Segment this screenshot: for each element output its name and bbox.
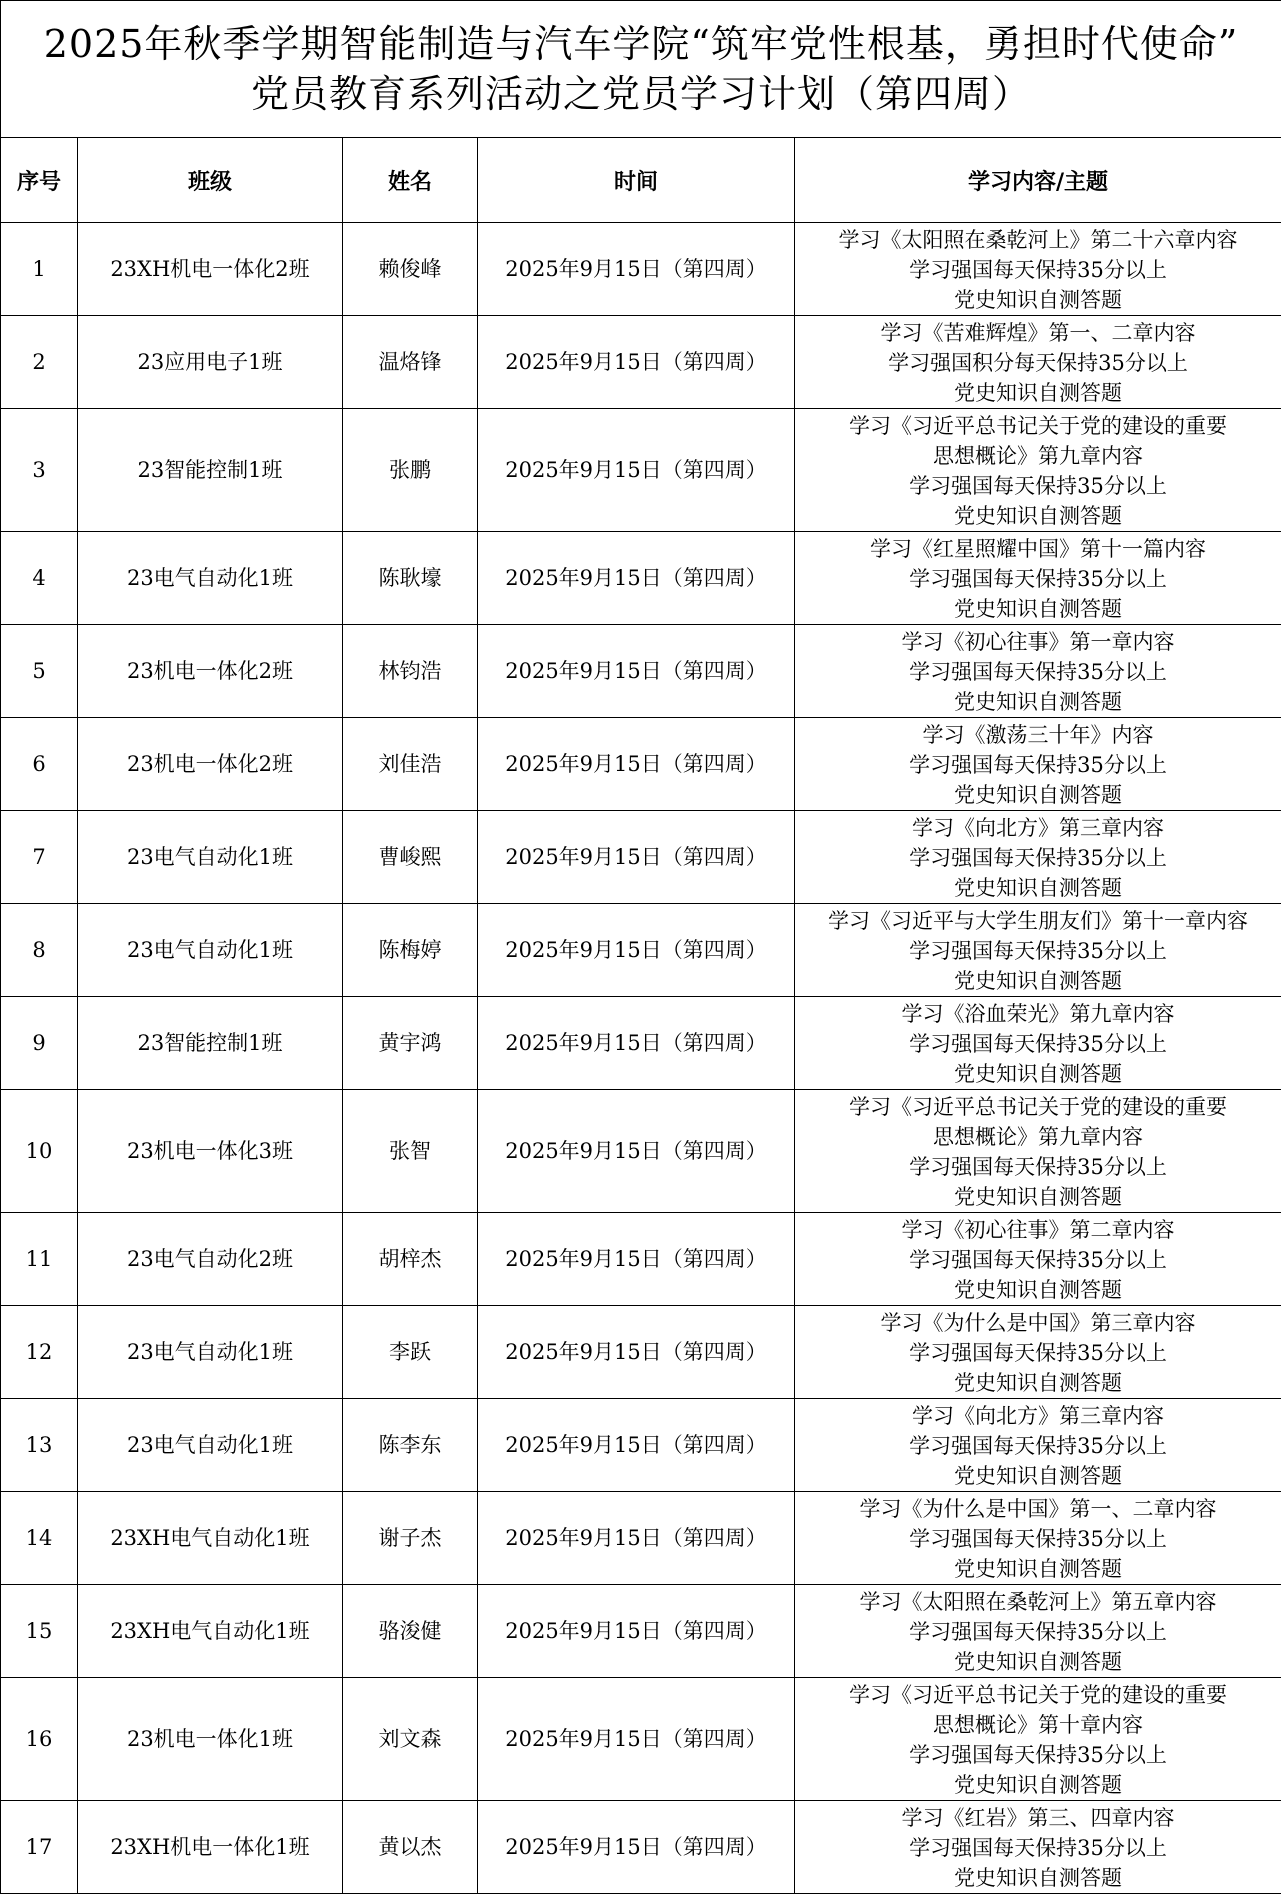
- content-line: 学习《太阳照在桑乾河上》第二十六章内容: [795, 225, 1281, 255]
- cell-time: 2025年9月15日（第四周）: [478, 316, 795, 409]
- cell-content: [795, 904, 1281, 997]
- cell-class: 23XH电气自动化1班: [78, 1585, 343, 1678]
- cell-time: 2025年9月15日（第四周）: [478, 811, 795, 904]
- cell-time: 2025年9月15日（第四周）: [478, 223, 795, 316]
- cell-no: 3: [1, 409, 78, 532]
- content-line: 学习强国每天保持35分以上: [795, 564, 1281, 594]
- content-line: 党史知识自测答题: [795, 501, 1281, 531]
- header-content: 学习内容/主题: [795, 138, 1281, 223]
- cell-time: 2025年9月15日（第四周）: [478, 1585, 795, 1678]
- content-line: 党史知识自测答题: [795, 1461, 1281, 1491]
- cell-content: [795, 223, 1281, 316]
- content-line: 学习《为什么是中国》第三章内容: [795, 1308, 1281, 1338]
- content-line: 思想概论》第九章内容: [795, 1122, 1281, 1152]
- cell-content: [795, 1213, 1281, 1306]
- content-line: 学习《习近平总书记关于党的建设的重要: [795, 1680, 1281, 1710]
- cell-time: 2025年9月15日（第四周）: [478, 625, 795, 718]
- cell-content: [795, 1306, 1281, 1399]
- content-line: 党史知识自测答题: [795, 594, 1281, 624]
- content-line: 学习《初心往事》第一章内容: [795, 627, 1281, 657]
- cell-no: 4: [1, 532, 78, 625]
- content-line: 学习强国每天保持35分以上: [795, 1833, 1281, 1863]
- cell-class: 23XH机电一体化1班: [78, 1801, 343, 1894]
- cell-class: 23机电一体化2班: [78, 718, 343, 811]
- cell-name: 温烙锋: [343, 316, 478, 409]
- content-line: 学习《习近平总书记关于党的建设的重要: [795, 411, 1281, 441]
- cell-class: 23智能控制1班: [78, 409, 343, 532]
- content-line: 党史知识自测答题: [795, 780, 1281, 810]
- table-row: [1, 1492, 1281, 1585]
- cell-no: 17: [1, 1801, 78, 1894]
- content-line: 党史知识自测答题: [795, 378, 1281, 408]
- title-row: [1, 1, 1281, 138]
- table-row: [1, 1213, 1281, 1306]
- cell-content: [795, 532, 1281, 625]
- content-line: 党史知识自测答题: [795, 1059, 1281, 1089]
- cell-time: 2025年9月15日（第四周）: [478, 1492, 795, 1585]
- cell-time: 2025年9月15日（第四周）: [478, 904, 795, 997]
- cell-name: 赖俊峰: [343, 223, 478, 316]
- content-line: 学习强国每天保持35分以上: [795, 1338, 1281, 1368]
- cell-class: 23应用电子1班: [78, 316, 343, 409]
- cell-class: 23机电一体化2班: [78, 625, 343, 718]
- cell-name: 陈耿壕: [343, 532, 478, 625]
- header-no: 序号: [1, 138, 78, 223]
- cell-time: 2025年9月15日（第四周）: [478, 718, 795, 811]
- content-line: 学习《初心往事》第二章内容: [795, 1215, 1281, 1245]
- content-line: 党史知识自测答题: [795, 1554, 1281, 1584]
- cell-name: 刘佳浩: [343, 718, 478, 811]
- table-row: [1, 532, 1281, 625]
- table-row: [1, 718, 1281, 811]
- content-line: 学习强国每天保持35分以上: [795, 1245, 1281, 1275]
- cell-no: 9: [1, 997, 78, 1090]
- title-line-1: 2025年秋季学期智能制造与汽车学院“筑牢党性根基，勇担时代使命”: [1, 19, 1281, 69]
- cell-content: [795, 1090, 1281, 1213]
- content-line: 学习强国积分每天保持35分以上: [795, 348, 1281, 378]
- cell-class: 23机电一体化1班: [78, 1678, 343, 1801]
- table-row: [1, 1585, 1281, 1678]
- content-line: 党史知识自测答题: [795, 1275, 1281, 1305]
- content-line: 学习《向北方》第三章内容: [795, 813, 1281, 843]
- table-row: [1, 1399, 1281, 1492]
- content-line: 党史知识自测答题: [795, 1770, 1281, 1800]
- cell-no: 16: [1, 1678, 78, 1801]
- table-row: [1, 1090, 1281, 1213]
- table-row: [1, 625, 1281, 718]
- cell-no: 7: [1, 811, 78, 904]
- content-line: 学习《浴血荣光》第九章内容: [795, 999, 1281, 1029]
- cell-class: 23智能控制1班: [78, 997, 343, 1090]
- cell-content: [795, 718, 1281, 811]
- content-line: 学习强国每天保持35分以上: [795, 1524, 1281, 1554]
- cell-time: 2025年9月15日（第四周）: [478, 1801, 795, 1894]
- header-name: 姓名: [343, 138, 478, 223]
- cell-time: 2025年9月15日（第四周）: [478, 532, 795, 625]
- cell-no: 12: [1, 1306, 78, 1399]
- cell-no: 14: [1, 1492, 78, 1585]
- cell-time: 2025年9月15日（第四周）: [478, 1090, 795, 1213]
- content-line: 党史知识自测答题: [795, 1368, 1281, 1398]
- content-line: 思想概论》第十章内容: [795, 1710, 1281, 1740]
- cell-name: 陈李东: [343, 1399, 478, 1492]
- table-row: [1, 904, 1281, 997]
- cell-class: 23机电一体化3班: [78, 1090, 343, 1213]
- cell-time: 2025年9月15日（第四周）: [478, 1306, 795, 1399]
- cell-content: [795, 997, 1281, 1090]
- cell-content: [795, 811, 1281, 904]
- content-line: 学习强国每天保持35分以上: [795, 1740, 1281, 1770]
- cell-class: 23电气自动化1班: [78, 1306, 343, 1399]
- content-line: 党史知识自测答题: [795, 285, 1281, 315]
- content-line: 学习《习近平总书记关于党的建设的重要: [795, 1092, 1281, 1122]
- cell-time: 2025年9月15日（第四周）: [478, 1399, 795, 1492]
- content-line: 学习《红星照耀中国》第十一篇内容: [795, 534, 1281, 564]
- cell-content: [795, 316, 1281, 409]
- cell-class: 23电气自动化1班: [78, 1399, 343, 1492]
- content-line: 思想概论》第九章内容: [795, 441, 1281, 471]
- content-line: 学习强国每天保持35分以上: [795, 1431, 1281, 1461]
- content-line: 学习强国每天保持35分以上: [795, 1617, 1281, 1647]
- cell-name: 曹峻熙: [343, 811, 478, 904]
- cell-no: 1: [1, 223, 78, 316]
- cell-content: [795, 409, 1281, 532]
- cell-no: 11: [1, 1213, 78, 1306]
- cell-content: [795, 625, 1281, 718]
- cell-time: 2025年9月15日（第四周）: [478, 997, 795, 1090]
- content-line: 党史知识自测答题: [795, 687, 1281, 717]
- content-line: 党史知识自测答题: [795, 1647, 1281, 1677]
- content-line: 党史知识自测答题: [795, 873, 1281, 903]
- cell-name: 黄以杰: [343, 1801, 478, 1894]
- content-line: 学习《苦难辉煌》第一、二章内容: [795, 318, 1281, 348]
- table-row: [1, 1306, 1281, 1399]
- cell-name: 胡梓杰: [343, 1213, 478, 1306]
- cell-time: 2025年9月15日（第四周）: [478, 1213, 795, 1306]
- cell-no: 5: [1, 625, 78, 718]
- cell-content: [795, 1585, 1281, 1678]
- cell-time: 2025年9月15日（第四周）: [478, 409, 795, 532]
- table-row: [1, 1678, 1281, 1801]
- content-line: 学习《太阳照在桑乾河上》第五章内容: [795, 1587, 1281, 1617]
- cell-name: 林钧浩: [343, 625, 478, 718]
- content-line: 学习强国每天保持35分以上: [795, 750, 1281, 780]
- cell-content: [795, 1492, 1281, 1585]
- cell-class: 23XH电气自动化1班: [78, 1492, 343, 1585]
- table-row: [1, 409, 1281, 532]
- cell-no: 10: [1, 1090, 78, 1213]
- header-row: [1, 138, 1281, 223]
- content-line: 学习强国每天保持35分以上: [795, 843, 1281, 873]
- cell-content: [795, 1399, 1281, 1492]
- content-line: 学习《为什么是中国》第一、二章内容: [795, 1494, 1281, 1524]
- cell-no: 2: [1, 316, 78, 409]
- content-line: 学习强国每天保持35分以上: [795, 255, 1281, 285]
- table-row: [1, 811, 1281, 904]
- cell-class: 23电气自动化1班: [78, 811, 343, 904]
- cell-name: 李跃: [343, 1306, 478, 1399]
- cell-no: 13: [1, 1399, 78, 1492]
- cell-content: [795, 1678, 1281, 1801]
- cell-no: 15: [1, 1585, 78, 1678]
- cell-content: [795, 1801, 1281, 1894]
- cell-class: 23电气自动化2班: [78, 1213, 343, 1306]
- content-line: 学习《激荡三十年》内容: [795, 720, 1281, 750]
- table-row: [1, 223, 1281, 316]
- content-line: 党史知识自测答题: [795, 1182, 1281, 1212]
- table-row: [1, 1801, 1281, 1894]
- content-line: 学习强国每天保持35分以上: [795, 1029, 1281, 1059]
- cell-class: 23XH机电一体化2班: [78, 223, 343, 316]
- cell-time: 2025年9月15日（第四周）: [478, 1678, 795, 1801]
- cell-name: 张鹏: [343, 409, 478, 532]
- document-title: [1, 1, 1281, 138]
- cell-class: 23电气自动化1班: [78, 532, 343, 625]
- content-line: 学习《习近平与大学生朋友们》第十一章内容: [795, 906, 1281, 936]
- content-line: 学习强国每天保持35分以上: [795, 936, 1281, 966]
- content-line: 学习《红岩》第三、四章内容: [795, 1803, 1281, 1833]
- cell-no: 8: [1, 904, 78, 997]
- content-line: 学习《向北方》第三章内容: [795, 1401, 1281, 1431]
- title-line-2: 党员教育系列活动之党员学习计划（第四周）: [1, 69, 1281, 119]
- header-time: 时间: [478, 138, 795, 223]
- cell-name: 刘文森: [343, 1678, 478, 1801]
- cell-no: 6: [1, 718, 78, 811]
- content-line: 学习强国每天保持35分以上: [795, 471, 1281, 501]
- cell-name: 张智: [343, 1090, 478, 1213]
- cell-name: 陈梅婷: [343, 904, 478, 997]
- cell-name: 黄宇鸿: [343, 997, 478, 1090]
- content-line: 党史知识自测答题: [795, 966, 1281, 996]
- cell-name: 谢子杰: [343, 1492, 478, 1585]
- cell-name: 骆浚健: [343, 1585, 478, 1678]
- table-row: [1, 997, 1281, 1090]
- content-line: 党史知识自测答题: [795, 1863, 1281, 1893]
- content-line: 学习强国每天保持35分以上: [795, 657, 1281, 687]
- header-class: 班级: [78, 138, 343, 223]
- cell-class: 23电气自动化1班: [78, 904, 343, 997]
- table-row: [1, 316, 1281, 409]
- content-line: 学习强国每天保持35分以上: [795, 1152, 1281, 1182]
